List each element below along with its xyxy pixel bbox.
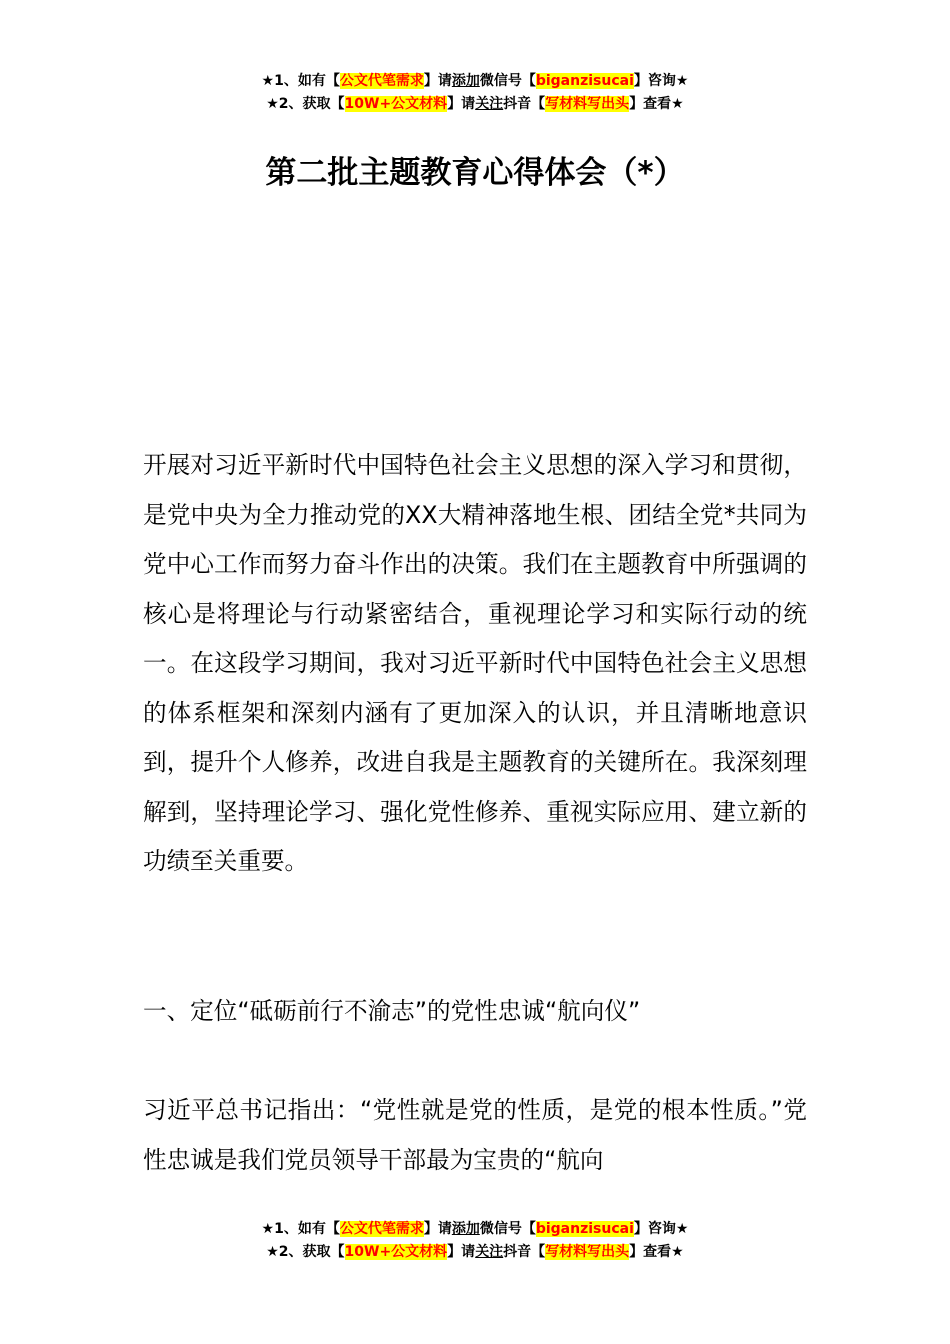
wechat-id: biganzisucai xyxy=(535,1221,634,1237)
highlight-text: 10W+公文材料 xyxy=(344,96,448,112)
underlined-text: 关注 xyxy=(475,1244,504,1260)
highlight-text: 10W+公文材料 xyxy=(344,1244,448,1260)
document-title: 第二批主题教育心得体会（*） xyxy=(265,155,685,191)
paragraph-intro: 开展对习近平新时代中国特色社会主义思想的深入学习和贯彻，是党中央为全力推动党的XX大精神落地生根、团结全党*共同为党中心工作而努力奋斗作出的决策。我们在主题教育中所强调的核心是将理论与行动紧密结合，重视理论学习和实际行动的统一。在这段学习期间，我对习近平新时代中国特色社会主义思想的体系框架和深刻内涵有了更加深入的认识，并且清晰地意识到，提升个人修养，改进自我是主题教育的关键所在。我深刻理解到，坚持理论学习、强化党性修养、重视实际应用、建立新的功绩至关重要。 xyxy=(143,451,807,875)
highlight-text: 公文代笔需求 xyxy=(339,1221,424,1237)
header-banner xyxy=(0,70,950,116)
paragraph-section-1: 习近平总书记指出：“党性就是党的性质，是党的根本性质。”党性忠诚是我们党员领导干部最为宝贵的“航向 xyxy=(143,1096,807,1174)
banner-line-1: ★1、如有【公文代笔需求】请添加微信号【biganzisucai】咨询★ xyxy=(261,1221,689,1237)
banner-line-2: ★2、获取【10W+公文材料】请关注抖音【写材料写出头】查看★ xyxy=(266,1244,684,1260)
footer-banner xyxy=(0,1218,950,1264)
underlined-text: 添加 xyxy=(451,73,480,89)
section-heading-1: 一、定位“砥砺前行不渝志”的党性忠诚“航向仪” xyxy=(143,997,641,1025)
highlight-text: 公文代笔需求 xyxy=(339,73,424,89)
banner-line-1: ★1、如有【公文代笔需求】请添加微信号【biganzisucai】咨询★ xyxy=(261,73,689,89)
underlined-text: 添加 xyxy=(451,1221,480,1237)
underlined-text: 关注 xyxy=(475,96,504,112)
douyin-id: 写材料写出头 xyxy=(545,96,630,112)
douyin-id: 写材料写出头 xyxy=(545,1244,630,1260)
banner-line-2: ★2、获取【10W+公文材料】请关注抖音【写材料写出头】查看★ xyxy=(266,96,684,112)
wechat-id: biganzisucai xyxy=(535,73,634,89)
